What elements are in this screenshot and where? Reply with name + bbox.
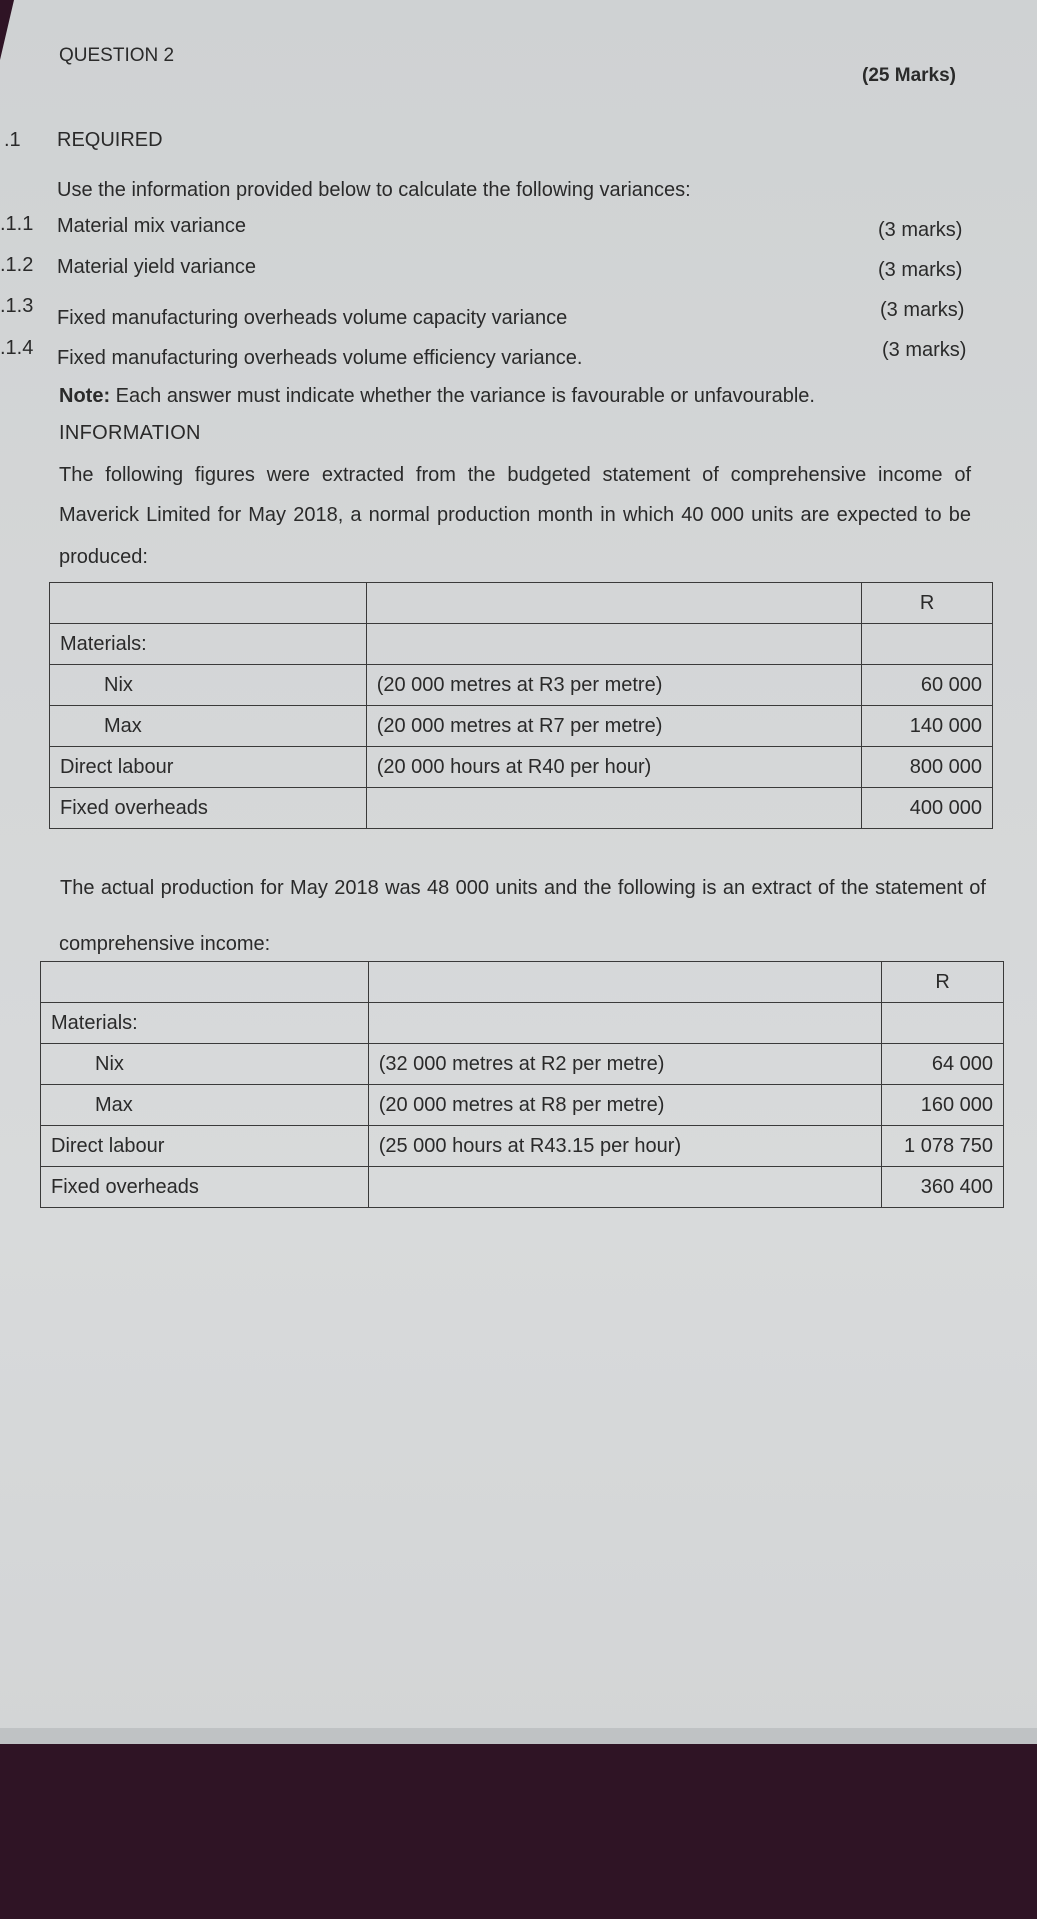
row-detail: (20 000 metres at R3 per metre)	[366, 665, 861, 706]
row-amount: 64 000	[882, 1044, 1004, 1085]
information-line: produced:	[59, 546, 148, 568]
item-number: .1.1	[0, 213, 34, 235]
row-detail	[366, 788, 861, 829]
required-heading: REQUIRED	[57, 129, 163, 151]
table-cell	[41, 962, 369, 1003]
row-amount: 800 000	[862, 747, 993, 788]
row-detail	[368, 1167, 881, 1208]
row-item: Direct labour	[50, 747, 367, 788]
currency-header: R	[882, 962, 1004, 1003]
table-row	[41, 1003, 1004, 1044]
question-title: QUESTION 2	[59, 45, 175, 66]
currency-header: R	[862, 583, 993, 624]
row-detail: (20 000 metres at R7 per metre)	[366, 706, 861, 747]
row-item: Max	[41, 1085, 369, 1126]
table-row	[50, 747, 993, 788]
required-number: .1	[4, 129, 21, 151]
row-item: Fixed overheads	[50, 788, 367, 829]
item-label: Fixed manufacturing overheads volume capacity variance	[57, 307, 568, 329]
table-row	[50, 788, 993, 829]
table-row	[41, 1085, 1004, 1126]
row-amount: 1 078 750	[882, 1126, 1004, 1167]
note-text: Each answer must indicate whether the variance is favourable or unfavourable.	[115, 385, 815, 407]
table-row	[50, 665, 993, 706]
table-row	[50, 706, 993, 747]
item-label: Material mix variance	[57, 215, 246, 237]
item-marks: (3 marks)	[878, 259, 963, 281]
item-number: .1.4	[0, 337, 34, 359]
required-intro: Use the information provided below to calculate the following variances:	[57, 179, 691, 201]
table-cell	[366, 624, 861, 665]
row-amount: 140 000	[862, 706, 993, 747]
item-number: .1.3	[0, 295, 34, 317]
information-line: The following figures were extracted from the budgeted statement of comprehensive income of	[59, 464, 971, 486]
item-marks: (3 marks)	[880, 299, 965, 321]
row-detail: (25 000 hours at R43.15 per hour)	[368, 1126, 881, 1167]
actual-line: The actual production for May 2018 was 48 000 units and the following is an extract of the statement of	[60, 877, 986, 899]
information-heading: INFORMATION	[59, 422, 201, 444]
row-item: Nix	[50, 665, 367, 706]
materials-label: Materials:	[41, 1003, 369, 1044]
row-item: Max	[50, 706, 367, 747]
item-label: Material yield variance	[57, 256, 256, 278]
item-marks: (3 marks)	[878, 219, 963, 241]
question-marks: (25 Marks)	[862, 65, 956, 86]
table-cell	[862, 624, 993, 665]
table-row	[41, 1167, 1004, 1208]
item-label: Fixed manufacturing overheads volume efficiency variance.	[57, 347, 583, 369]
table-cell	[368, 962, 881, 1003]
table-row	[41, 1126, 1004, 1167]
note-label: Note:	[59, 385, 111, 407]
table-row	[41, 962, 1004, 1003]
row-item: Nix	[41, 1044, 369, 1085]
information-line: Maverick Limited for May 2018, a normal production month in which 40 000 units are expected to be	[59, 504, 971, 526]
table-cell	[366, 583, 861, 624]
table-cell	[882, 1003, 1004, 1044]
actual-table	[40, 961, 1004, 1208]
row-item: Direct labour	[41, 1126, 369, 1167]
materials-label: Materials:	[50, 624, 367, 665]
table-cell	[50, 583, 367, 624]
table-row	[50, 583, 993, 624]
row-detail: (20 000 metres at R8 per metre)	[368, 1085, 881, 1126]
row-amount: 60 000	[862, 665, 993, 706]
row-amount: 160 000	[882, 1085, 1004, 1126]
note	[59, 384, 815, 408]
row-amount: 360 400	[882, 1167, 1004, 1208]
actual-line: comprehensive income:	[59, 933, 271, 955]
budget-table	[49, 582, 993, 829]
row-amount: 400 000	[862, 788, 993, 829]
paper-edge	[0, 1728, 1037, 1744]
row-detail: (32 000 metres at R2 per metre)	[368, 1044, 881, 1085]
row-detail: (20 000 hours at R40 per hour)	[366, 747, 861, 788]
item-number: .1.2	[0, 254, 34, 276]
table-row	[50, 624, 993, 665]
row-item: Fixed overheads	[41, 1167, 369, 1208]
item-marks: (3 marks)	[882, 339, 967, 361]
table-row	[41, 1044, 1004, 1085]
table-cell	[368, 1003, 881, 1044]
